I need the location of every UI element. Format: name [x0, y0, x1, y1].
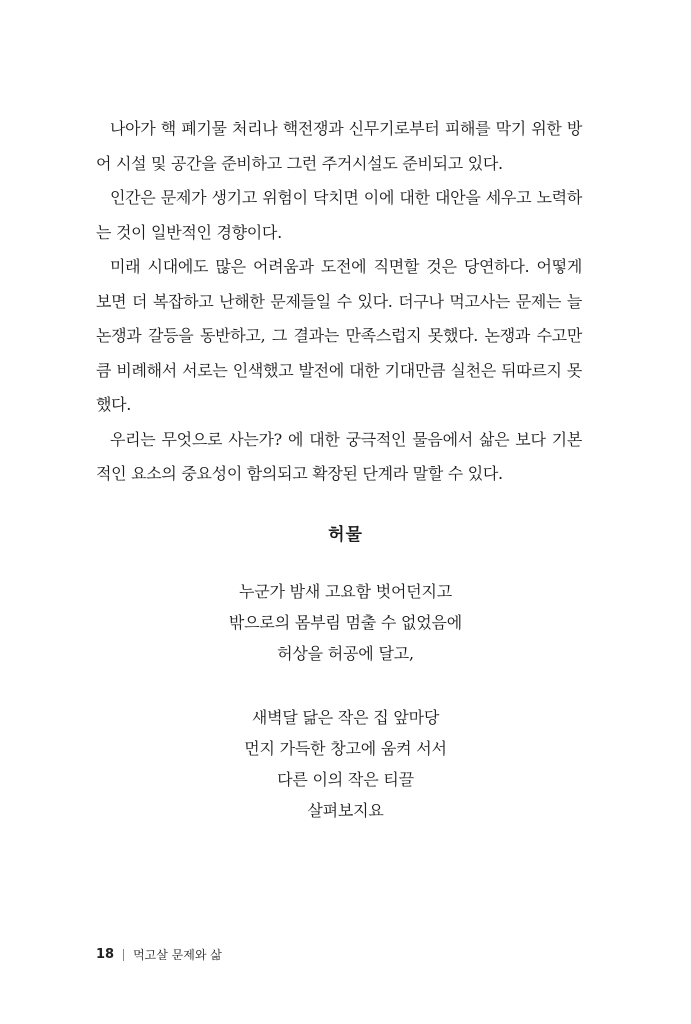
running-title: 먹고살 문제와 삶 [133, 948, 222, 962]
paragraph: 인간은 문제가 생기고 위험이 닥치면 이에 대한 대안을 세우고 노력하는 것이 일반적인 경향이다. [96, 188, 582, 242]
body-text [96, 112, 582, 492]
paragraph: 나아가 핵 폐기물 처리나 핵전쟁과 신무기로부터 피해를 막기 위한 방어 시설 및 공간을 준비하고 그런 주거시설도 준비되고 있다. [96, 119, 582, 173]
poem-stanza-1 [0, 576, 691, 669]
poem-stanza-2 [0, 702, 691, 826]
poem-line: 살펴보지요 [307, 801, 384, 820]
poem-title: 허물 [328, 525, 363, 545]
paragraph: 미래 시대에도 많은 어려움과 도전에 직면할 것은 당연하다. 어떻게 보면 더 복잡하고 난해한 문제들일 수 있다. 더구나 먹고사는 문제는 늘 논쟁과 갈등을 동반하고, 그 결과는 만족스럽지 못했다. 논쟁과 수고만큼 비례해서 서로는 인색했고 발전에 대한 기대만큼 실천은 뒤따르지 못했다. [96, 257, 582, 414]
poem-line: 밖으로의 몸부림 멈출 수 없었음에 [228, 613, 463, 632]
poem-line: 허상을 허공에 달고, [277, 644, 414, 663]
page-number: 18 [96, 947, 115, 962]
page-footer [96, 946, 222, 963]
poem-line: 누군가 밤새 고요함 벗어던지고 [239, 582, 452, 601]
poem-line: 다른 이의 작은 티끌 [277, 770, 414, 789]
footer-divider [123, 949, 124, 961]
paragraph: 우리는 무엇으로 사는가? 에 대한 궁극적인 물음에서 삶은 보다 기본적인 요소의 중요성이 함의되고 확장된 단계라 말할 수 있다. [96, 429, 582, 483]
poem-line: 새벽달 닮은 작은 집 앞마당 [251, 708, 440, 727]
poem-line: 먼지 가득한 창고에 움켜 서서 [244, 739, 447, 758]
